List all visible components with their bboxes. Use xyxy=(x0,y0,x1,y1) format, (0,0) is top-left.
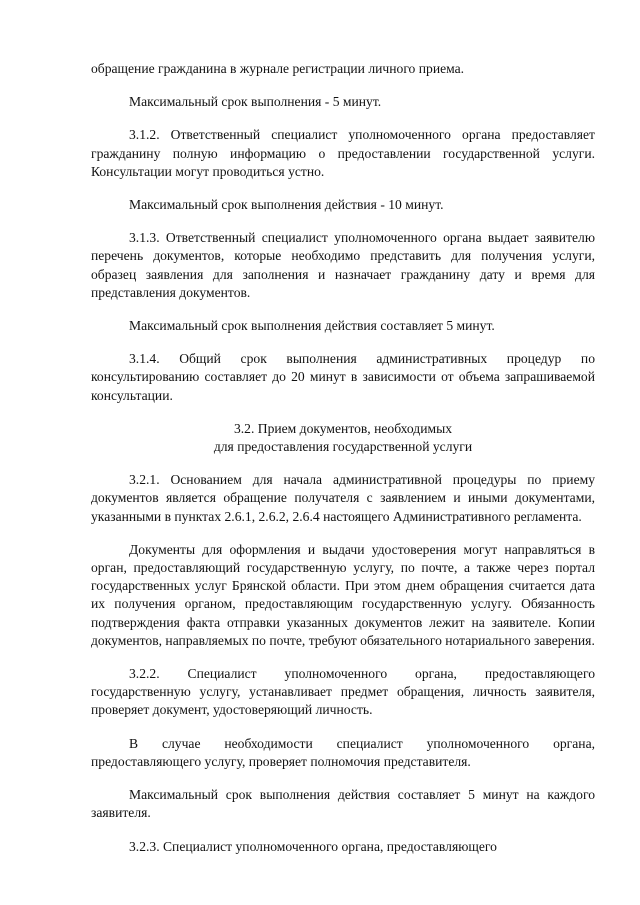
paragraph-3-2-3: 3.2.3. Специалист уполномоченного органа, предоставляющего xyxy=(129,838,497,854)
paragraph-3-1-3: 3.1.3. Ответственный специалист уполномоченного органа выдает заявителю перечень документов, которые необходимо представить для получения услуги, образец заявления для заполнения и назначает гражданину дату и время для представления документов. xyxy=(91,230,595,300)
paragraph-3-2-2: 3.2.2. Специалист уполномоченного органа, предоставляющего государственную услугу, устанавливает предмет обращения, личность заявителя, проверяет документ, удостоверяющий личность. xyxy=(91,666,595,718)
paragraph-max-time-5-action: Максимальный срок выполнения действия составляет 5 минут. xyxy=(129,318,495,334)
paragraph-max-time-10: Максимальный срок выполнения действия - 10 минут. xyxy=(129,197,444,213)
paragraph-max-time-per-applicant: Максимальный срок выполнения действия составляет 5 минут на каждого заявителя. xyxy=(91,787,595,821)
paragraph-continuation: обращение гражданина в журнале регистрации личного приема. xyxy=(91,61,465,76)
section-heading-line-1: 3.2. Прием документов, необходимых xyxy=(233,420,453,436)
paragraph-3-2-1: 3.2.1. Основанием для начала административной процедуры по приему документов является обращение получателя с заявлением и иными документами, указанными в пунктах 2.6.1, 2.6.2, 2.6.4 настоящего Административного регламента. xyxy=(91,472,595,524)
paragraph-3-1-2: 3.1.2. Ответственный специалист уполномоченного органа предоставляет гражданину полную информацию о предоставлении государственной услуги. Консультации могут проводиться устно. xyxy=(91,127,595,179)
section-heading-line-2: для предоставления государственной услуги xyxy=(213,439,473,455)
paragraph-documents-delivery: Документы для оформления и выдачи удостоверения могут направляться в орган, предоставляющий государственную услугу, по почте, а также через портал государственных услуг Брянской области. При этом днем обращения считается дата их получения органом, предоставляющим государственную услугу. Обязанность подтверждения факта отправки указанных документов лежит на заявителе. Копии документов, направляемых по почте, требуют обязательного нотариального заверения. xyxy=(91,541,595,648)
paragraph-3-1-4: 3.1.4. Общий срок выполнения административных процедур по консультированию составляет до 20 минут в зависимости от объема запрашиваемой консультации. xyxy=(91,351,595,403)
paragraph-representative-check: В случае необходимости специалист уполномоченного органа, предоставляющего услугу, проверяет полномочия представителя. xyxy=(91,735,595,769)
document-body xyxy=(91,60,595,871)
paragraph-max-time-5: Максимальный срок выполнения - 5 минут. xyxy=(129,94,382,110)
section-heading-3-2 xyxy=(91,420,595,456)
